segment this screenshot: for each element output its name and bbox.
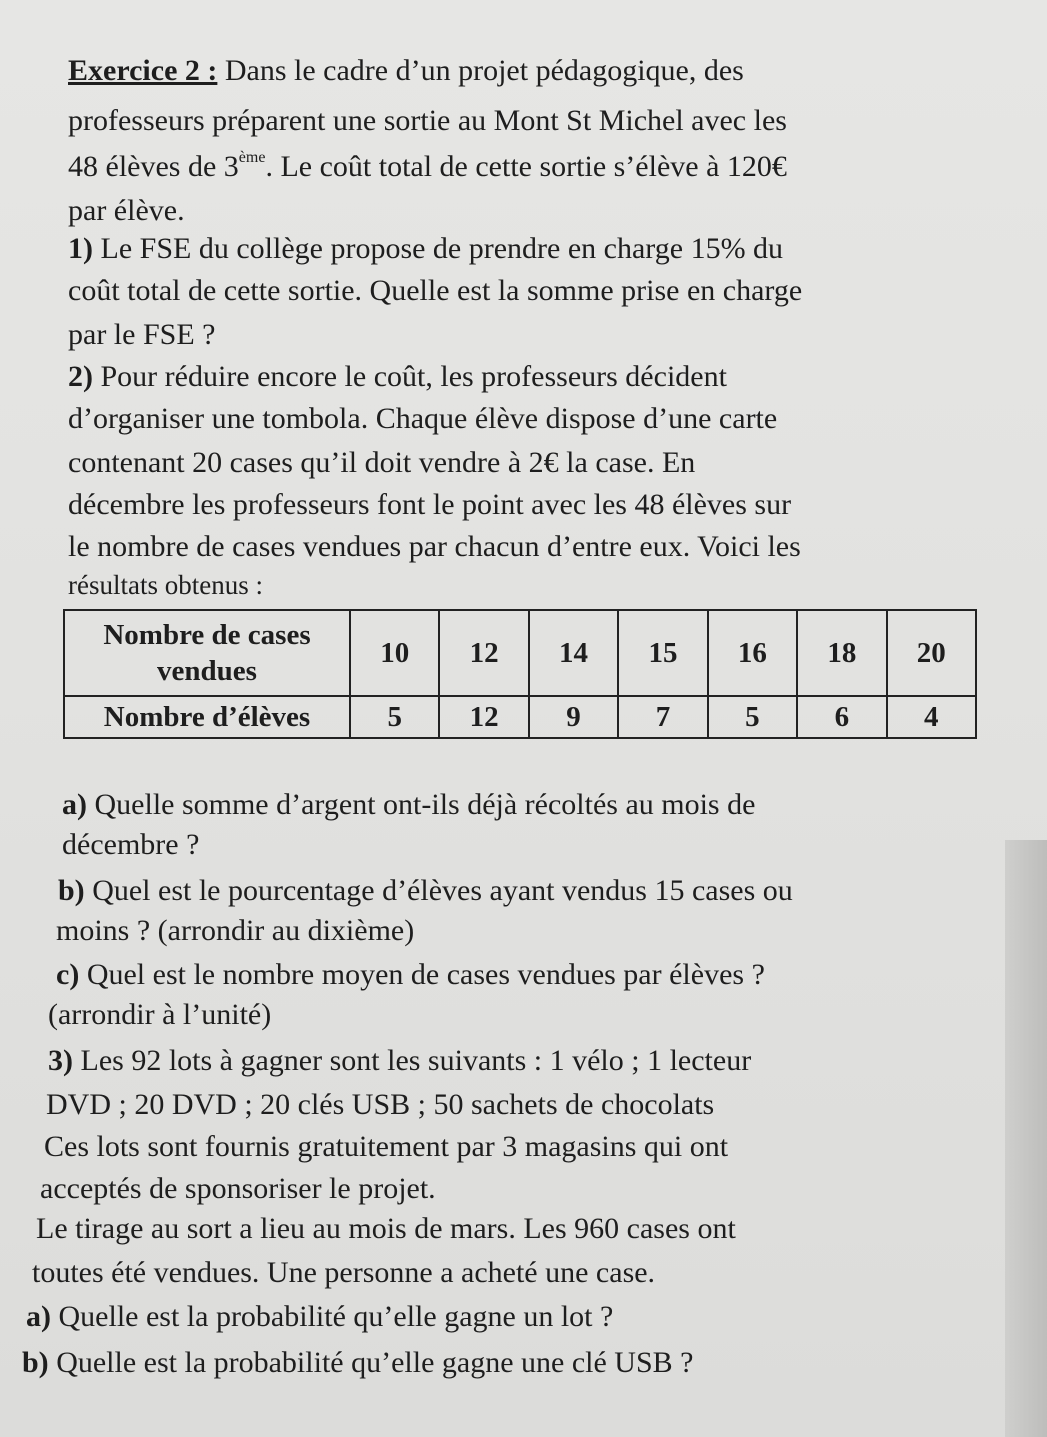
q1-number: 1) xyxy=(68,232,93,265)
cases-cell: 16 xyxy=(708,610,797,696)
q2c-line-1: c) Quel est le nombre moyen de cases vendues par élèves ? xyxy=(56,958,765,991)
intro-line-1: Exercice 2 : Dans le cadre d’un projet pédagogique, des xyxy=(68,54,744,87)
intro-line-3: 48 élèves de 3ème. Le coût total de cette sortie s’élève à 120€ xyxy=(68,149,787,183)
q3-line-2: DVD ; 20 DVD ; 20 clés USB ; 50 sachets de chocolats xyxy=(46,1088,715,1121)
cases-cell: 18 xyxy=(797,610,886,696)
q3a-label: a) xyxy=(26,1300,51,1333)
q3-line-5: Le tirage au sort a lieu au mois de mars. Les 960 cases ont xyxy=(36,1212,736,1245)
eleves-cell: 9 xyxy=(529,696,618,738)
cases-cell: 14 xyxy=(529,610,618,696)
cases-header: Nombre de cases vendues xyxy=(64,610,350,696)
q2c-label: c) xyxy=(56,958,80,991)
q2-line-4: décembre les professeurs font le point avec les 48 élèves sur xyxy=(68,488,792,521)
q3-line-1: 3) Les 92 lots à gagner sont les suivants : 1 vélo ; 1 lecteur xyxy=(48,1044,752,1077)
eleves-cell: 4 xyxy=(887,696,976,738)
intro-line-2: professeurs préparent une sortie au Mont St Michel avec les xyxy=(68,104,787,137)
cases-cell: 15 xyxy=(618,610,707,696)
q3-line-6: toutes été vendues. Une personne a acheté une case. xyxy=(32,1256,656,1289)
eleves-cell: 12 xyxy=(439,696,528,738)
q2-line-1: 2) Pour réduire encore le coût, les professeurs décident xyxy=(68,360,727,393)
q1-line-3: par le FSE ? xyxy=(68,318,216,351)
q2-line-3: contenant 20 cases qu’il doit vendre à 2€ la case. En xyxy=(68,446,696,479)
q2-number: 2) xyxy=(68,360,93,393)
exercise-title: Exercice 2 : xyxy=(68,54,218,87)
q2-line-2: d’organiser une tombola. Chaque élève dispose d’une carte xyxy=(68,402,778,435)
q2a-line-2: décembre ? xyxy=(62,828,200,861)
intro-line-4: par élève. xyxy=(68,194,185,227)
q2a-label: a) xyxy=(62,788,87,821)
q3a-line: a) Quelle est la probabilité qu’elle gagne un lot ? xyxy=(26,1300,614,1333)
q2-line-5: le nombre de cases vendues par chacun d’entre eux. Voici les xyxy=(68,530,801,563)
eleves-cell: 7 xyxy=(618,696,707,738)
q2b-line-2: moins ? (arrondir au dixième) xyxy=(56,914,415,947)
q2c-line-2: (arrondir à l’unité) xyxy=(48,998,272,1031)
eleves-cell: 5 xyxy=(708,696,797,738)
page-edge-shadow xyxy=(1005,840,1047,1437)
eleves-header: Nombre d’élèves xyxy=(64,696,350,738)
cases-cell: 10 xyxy=(350,610,439,696)
results-table xyxy=(63,609,977,739)
q3-line-3: Ces lots sont fournis gratuitement par 3 magasins qui ont xyxy=(44,1130,729,1163)
q2a-line-1: a) Quelle somme d’argent ont-ils déjà récoltés au mois de xyxy=(62,788,756,821)
q3b-label: b) xyxy=(22,1346,49,1379)
cases-cell: 12 xyxy=(439,610,528,696)
q1-line-1: 1) Le FSE du collège propose de prendre en charge 15% du xyxy=(68,232,784,265)
q3-number: 3) xyxy=(48,1044,73,1077)
table-row-cases xyxy=(64,610,976,696)
table-row-eleves xyxy=(64,696,976,738)
q2b-label: b) xyxy=(58,874,85,907)
q3b-line: b) Quelle est la probabilité qu’elle gagne une clé USB ? xyxy=(22,1346,694,1379)
eleves-cell: 5 xyxy=(350,696,439,738)
q2b-line-1: b) Quel est le pourcentage d’élèves ayant vendus 15 cases ou xyxy=(58,874,793,907)
q2-line-6: résultats obtenus : xyxy=(68,570,263,600)
q3-line-4: acceptés de sponsoriser le projet. xyxy=(40,1172,436,1205)
eleves-cell: 6 xyxy=(797,696,886,738)
q1-line-2: coût total de cette sortie. Quelle est la somme prise en charge xyxy=(68,274,803,307)
cases-cell: 20 xyxy=(887,610,976,696)
